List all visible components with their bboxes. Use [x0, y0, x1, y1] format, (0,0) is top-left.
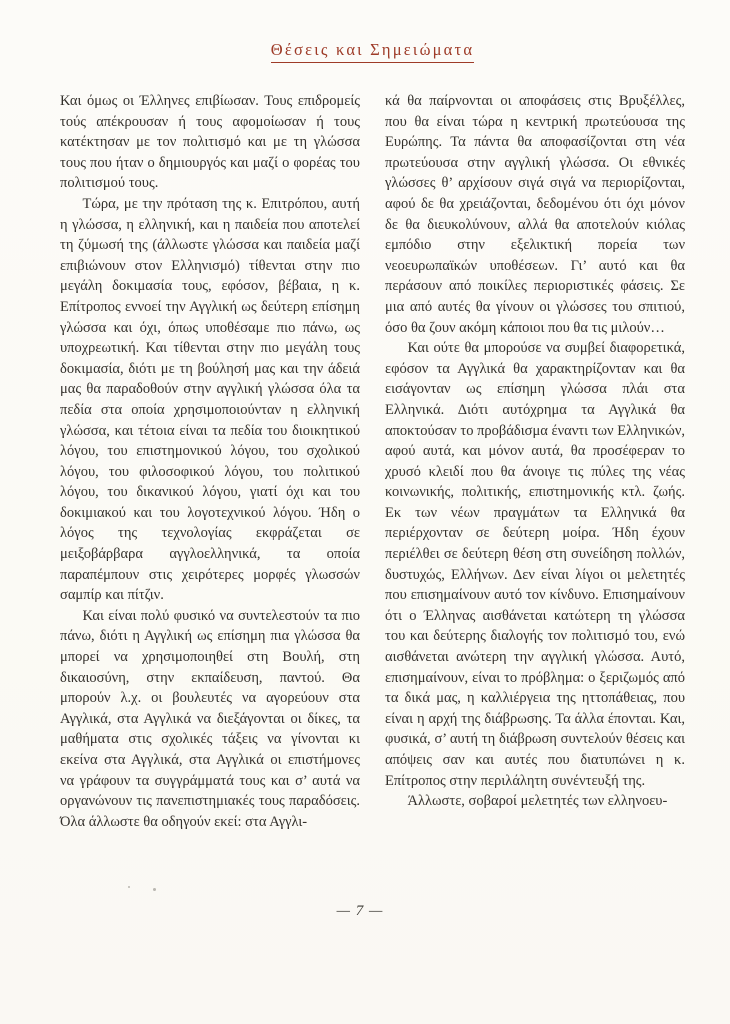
paragraph: Τώρα, με την πρόταση της κ. Επιτρόπου, αυτή η γλώσσα, η ελληνική, και η παιδεία που αποτελεί τη ζύμωσή της (άλλωστε γλώσσα και παιδεία μαζί επιβιώνουν στον Ελληνισμό) τίθενται στην πιο μεγάλη δοκιμασία τους, εφόσον, βέβαια, η κ. Επίτροπος εννοεί την Αγγλική ως δεύτερη επίσημη γλώσσα και όχι, όπως υποθέσαμε πιο πάνω, ως υποχρεωτική. Και τίθενται στην πιο μεγάλη τους δοκιμασία, διότι με τη βούλησή μας και την άδειά μας θα παραδοθούν στην αγγλική γλώσσα όλα τα πεδία στα οποία χρησιμοποιούνταν η ελληνική γλώσσα, και τέτοια είναι τα πεδία του διοικητικού λόγου, του επιστημονικού λόγου, του σχολικού λόγου, του φιλοσοφικού λόγου, του πολιτικού λόγου, του δικανικού λόγου, γιατί όχι και του δοκιμιακού και του λογοτεχνικού λόγου. Ήδη ο λόγος της τεχνολογίας εκφράζεται σε μειξοβάρβαρα αγγλοελληνικά, τα οποία παραπέμπουν στις χειρότερες μορφές γλωσσών σαμπίρ και πίτζιν. [60, 195, 360, 604]
page-header [60, 40, 685, 63]
paragraph: Και ούτε θα μπορούσε να συμβεί διαφορετικά, εφόσον τα Αγγλικά θα χαρακτηρίζονταν και θα εισάγονταν ως επίσημη γλώσσα πλάι στα Ελληνικά. Διότι αυτόχρημα τα Αγγλικά θα αποκτούσαν το προβάδισμα έναντι των Ελληνικών, αφού αυτά, και μόνον αυτά, θα προσέφεραν το χρυσό κλειδί που θα άνοιγε τις πύλες της νέας κοινωνικής, πολιτικής, επιστημονικής κτλ. ζωής. Εκ των νέων πραγμάτων τα Ελληνικά θα περιέρχονταν σε δεύτερη μοίρα. Ήδη έχουν περιέλθει σε δεύτερη θέση στη συνείδηση πολλών, δυστυχώς, Ελλήνων. Δεν είναι λίγοι οι μελετητές που επισημαίνουν αυτό τον κίνδυνο. Επισημαίνουν ότι ο Έλληνας αισθάνεται κατώτερη τη γλώσσα του και δεύτερης διαλογής τον πολιτισμό του, ενώ αισθάνεται ανώτερη την αγγλική γλώσσα. Αυτό, επισημαίνουν, είναι το πρόβλημα: ο ξεριζωμός από τα δικά μας, η καλλιέργεια της ηττοπάθειας, που είναι η αρχή της διάβρωσης. Τα άλλα έπονται. Και, φυσικά, σ’ αυτή τη διάβρωση συντελούν θέσεις και απόψεις σαν και αυτές που διατυπώνει η κ. Επίτροπος στην περιλάλητη συνέντευξή της. [385, 340, 685, 789]
page-number: — 7 — [336, 903, 384, 919]
right-column [385, 91, 685, 832]
page-footer [0, 903, 720, 920]
paragraph: Και όμως οι Έλληνες επιβίωσαν. Τους επιδρομείς τούς απέκρουσαν ή τους αφομοίωσαν ή τους κατέκτησαν με τον πολιτισμό και με τη γλώσσα τους που ήταν ο δημιουργός και μαζί ο φορέας του πολιτισμού τους. [60, 93, 360, 192]
scan-speck [153, 888, 156, 891]
paragraph: Άλλωστε, σοβαροί μελετητές των ελληνοευ- [407, 793, 668, 810]
paragraph: κά θα παίρνονται οι αποφάσεις στις Βρυξέλλες, που θα είναι τώρα η κεντρική πρωτεύουσα της Ευρώπης. Τα πάντα θα αποφασίζονται στη νέα πρωτεύουσα στην αγγλική γλώσσα. Οι εθνικές γλώσσες θ’ αρχίσουν σιγά σιγά να περιορίζονται, αφού δε θα χρειάζονται, δεδομένου ότι όχι μόνον δε θα διευκολύνουν, αλλά θα αποτελούν κιόλας εμπόδιο στην εξελικτική πορεία των νεοευρωπαϊκών υποθέσεων. Γι’ αυτό και θα περάσουν από ποικίλες περιοριστικές φάσεις. Σε μια από αυτές θα γίνουν οι γλώσσες του σπιτιού, όσο θα ζουν ακόμη κάποιοι που θα τις μιλούν… [385, 93, 685, 336]
left-column [60, 91, 360, 832]
page-title: Θέσεις και Σημειώματα [271, 40, 474, 63]
paragraph: Και είναι πολύ φυσικό να συντελεστούν τα πιο πάνω, διότι η Αγγλική ως επίσημη πια γλώσσα θα μπορεί να χρησιμοποιηθεί στη Βουλή, στη δικαιοσύνη, στην εκπαίδευση, παντού. Θα μπορούν λ.χ. οι βουλευτές να αγορεύουν στα Αγγλικά, στα Αγγλικά να διεξάγονται οι δίκες, τα μαθήματα στις σχολικές τάξεις να γίνονται κι εκείνα στα Αγγλικά, στα Αγγλικά οι επιστήμονες να γράφουν τα συγγράμματά τους και σ’ αυτά να οργανώνουν τις πανεπιστημιακές τους παραδόσεις. Όλα άλλωστε θα οδηγούν εκεί: στα Αγγλι- [60, 607, 360, 830]
scan-speck [128, 886, 130, 888]
text-columns [60, 91, 685, 832]
